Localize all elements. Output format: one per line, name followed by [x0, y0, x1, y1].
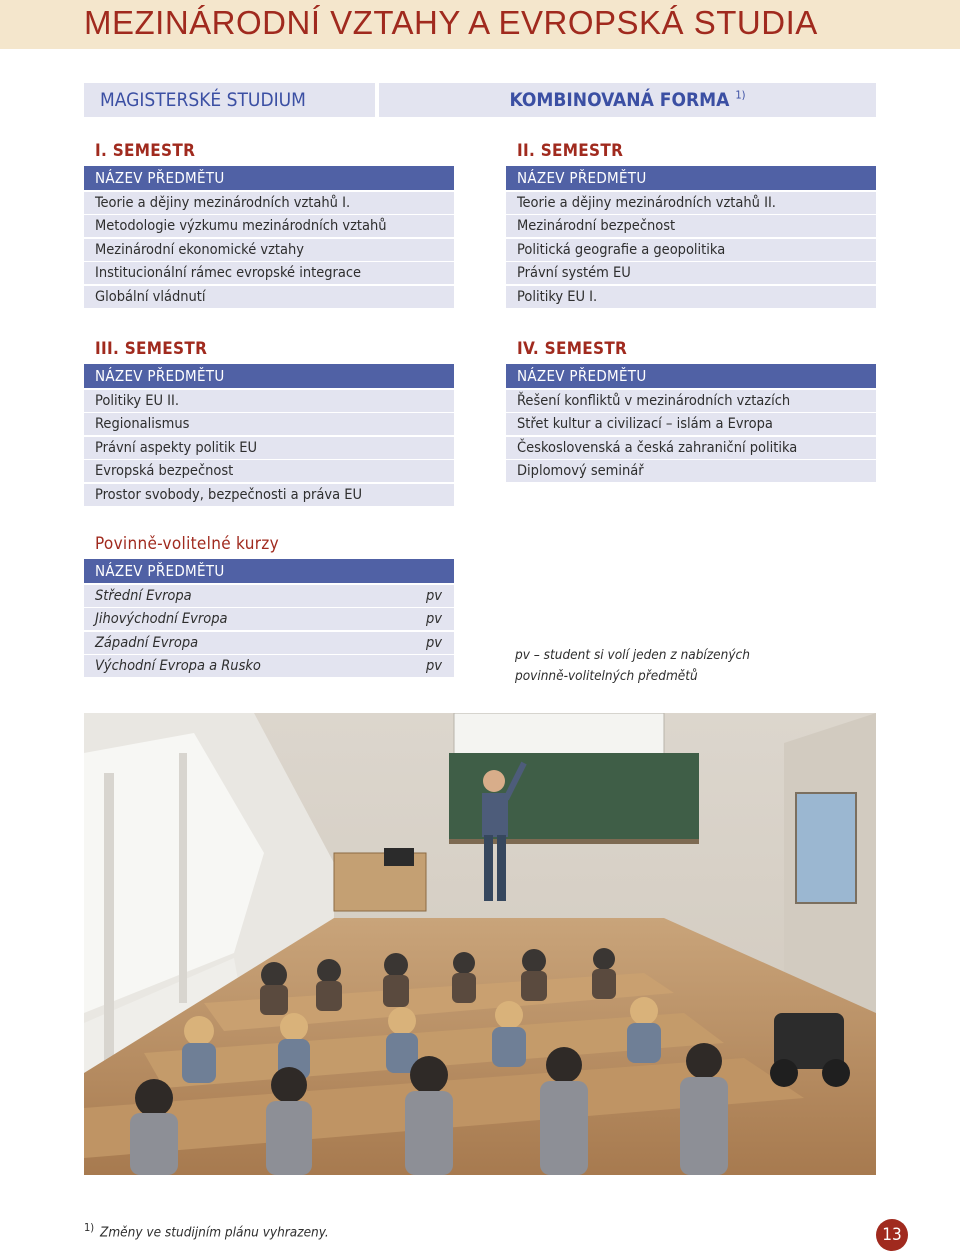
study-type-label: MAGISTERSKÉ STUDIUM: [100, 89, 306, 111]
table-row: [84, 585, 454, 607]
electives-title: Povinně-volitelné kurzy: [95, 534, 279, 554]
table-header: NÁZEV PŘEDMĚTU: [506, 364, 876, 388]
table-row: Diplomový seminář: [506, 460, 876, 482]
subject-tag: pv: [426, 611, 443, 627]
table-row: Střet kultur a civilizací – islám a Evropa: [506, 413, 876, 435]
footnote: [84, 1221, 329, 1241]
subject-name: Střední Evropa: [95, 587, 192, 604]
table-row: [84, 608, 454, 630]
page-number: 13: [876, 1219, 908, 1251]
study-type: [84, 83, 375, 117]
electives-note: [515, 645, 875, 687]
table-header: NÁZEV PŘEDMĚTU: [84, 559, 454, 583]
electives-note-line: pv – student si volí jeden z nabízených: [515, 647, 750, 663]
subject-name: Západní Evropa: [95, 634, 199, 651]
subject-name: Východní Evropa a Rusko: [95, 658, 261, 674]
table-row: Regionalismus: [84, 413, 454, 435]
study-form-label: KOMBINOVANÁ FORMA: [509, 89, 730, 111]
subject-tag: pv: [426, 587, 443, 604]
table-row: Prostor svobody, bezpečnosti a práva EU: [84, 484, 454, 506]
semester-4: [506, 334, 876, 482]
table-row: [84, 632, 454, 654]
table-header: NÁZEV PŘEDMĚTU: [84, 166, 454, 190]
table-header: NÁZEV PŘEDMĚTU: [506, 166, 876, 190]
study-form: [379, 83, 876, 117]
table-row: Politiky EU I.: [506, 286, 876, 308]
subject-name: Jihovýchodní Evropa: [95, 611, 228, 627]
table-row: [84, 655, 454, 677]
table-row: Mezinárodní bezpečnost: [506, 215, 876, 237]
table-row: Evropská bezpečnost: [84, 460, 454, 482]
page-title: MEZINÁRODNÍ VZTAHY A EVROPSKÁ STUDIA: [84, 4, 818, 41]
subject-tag: pv: [426, 634, 443, 651]
table-row: Teorie a dějiny mezinárodních vztahů II.: [506, 192, 876, 214]
table-row: Československá a česká zahraniční politika: [506, 437, 876, 459]
table-row: Politická geografie a geopolitika: [506, 239, 876, 261]
table-row: Právní aspekty politik EU: [84, 437, 454, 459]
table-row: Teorie a dějiny mezinárodních vztahů I.: [84, 192, 454, 214]
table-row: Právní systém EU: [506, 262, 876, 284]
study-form-footnote-mark: 1): [735, 88, 746, 102]
semester-title: I. SEMESTR: [95, 141, 196, 161]
table-row: Institucionální rámec evropské integrace: [84, 262, 454, 284]
table-row: Politiky EU II.: [84, 390, 454, 412]
semester-3: [84, 334, 454, 506]
semester-2: [506, 136, 876, 308]
table-row: Globální vládnutí: [84, 286, 454, 308]
electives-note-line: povinně-volitelných předmětů: [515, 668, 698, 684]
classroom-illustration: [84, 713, 876, 1175]
semester-title: II. SEMESTR: [517, 141, 624, 161]
electives-table: [84, 529, 454, 677]
table-row: Metodologie výzkumu mezinárodních vztahů: [84, 215, 454, 237]
semester-title: IV. SEMESTR: [517, 339, 628, 359]
table-row: Mezinárodní ekonomické vztahy: [84, 239, 454, 261]
subject-tag: pv: [426, 658, 443, 674]
table-header: NÁZEV PŘEDMĚTU: [84, 364, 454, 388]
semester-1: [84, 136, 454, 308]
classroom-photo: [84, 713, 876, 1175]
semester-title: III. SEMESTR: [95, 339, 208, 359]
footnote-text: Změny ve studijním plánu vyhrazeny.: [100, 1224, 329, 1241]
footnote-mark: 1): [84, 1221, 95, 1234]
table-row: Řešení konfliktů v mezinárodních vztazích: [506, 390, 876, 412]
